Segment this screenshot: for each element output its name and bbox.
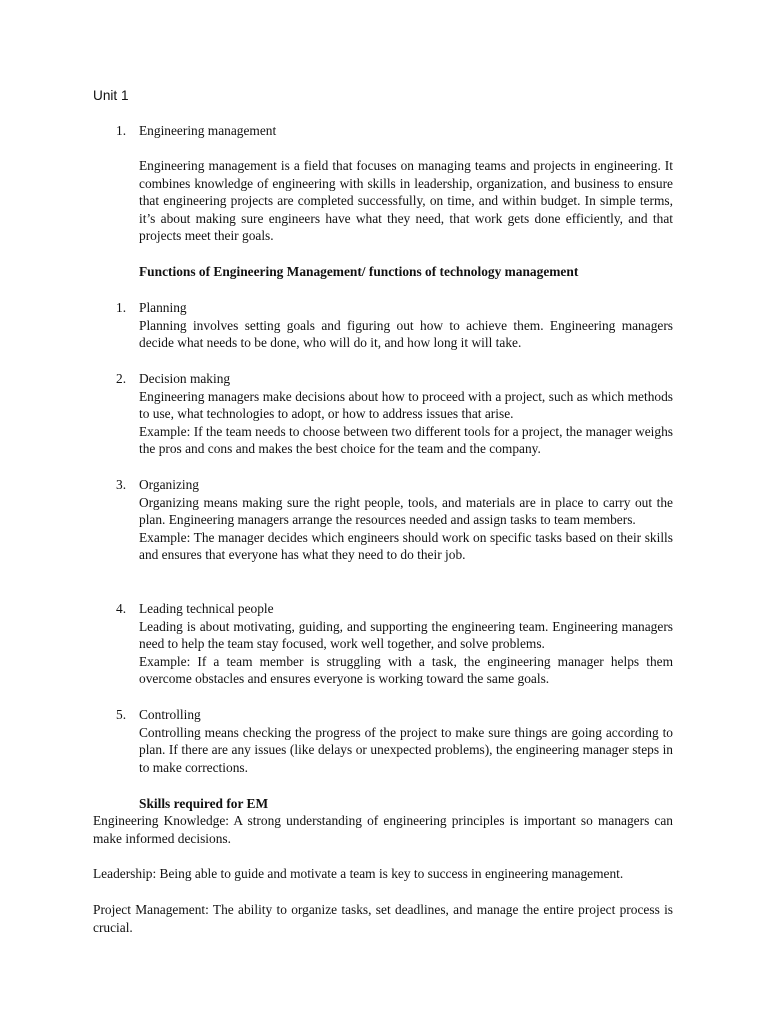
skills-heading: Skills required for EM bbox=[139, 796, 269, 811]
function-item-decision-making bbox=[139, 370, 673, 458]
function-title: Organizing bbox=[139, 477, 199, 492]
function-description: Organizing means making sure the right people, tools, and materials are in place to carry out the plan. Engineering managers arrange the resources needed and assign tasks to team members. bbox=[139, 494, 673, 528]
function-number: 1. bbox=[116, 300, 127, 315]
skill-item: Engineering Knowledge: A strong understanding of engineering principles is important so managers can make informed decisions. bbox=[93, 813, 673, 846]
function-description: Planning involves setting goals and figuring out how to achieve them. Engineering managers decide what needs to be done, who will do it, and how long it will take. bbox=[139, 317, 673, 351]
function-item-controlling bbox=[139, 706, 673, 776]
function-title: Controlling bbox=[139, 707, 201, 722]
function-title: Planning bbox=[139, 300, 187, 315]
function-item-leading bbox=[139, 600, 673, 688]
unit-title: Unit 1 bbox=[93, 88, 129, 103]
function-description: Engineering managers make decisions about how to proceed with a project, such as which methods to use, what technologies to adopt, or how to address issues that arise. bbox=[139, 388, 673, 422]
function-example: Example: If the team needs to choose between two different tools for a project, the manager weighs the pros and cons and makes the best choice for the team and the company. bbox=[139, 423, 673, 457]
function-title: Leading technical people bbox=[139, 601, 274, 616]
section-heading: Engineering management bbox=[139, 123, 277, 138]
function-description: Leading is about motivating, guiding, and supporting the engineering team. Engineering managers need to help the team stay focused, work well together, and solve problems. bbox=[139, 618, 673, 652]
function-example: Example: The manager decides which engineers should work on specific tasks based on their skills and ensures that everyone has what they need to do their job. bbox=[139, 529, 673, 563]
function-example: Example: If a team member is struggling with a task, the engineering manager helps them overcome obstacles and ensures everyone is working toward the same goals. bbox=[139, 653, 673, 687]
function-number: 3. bbox=[116, 477, 127, 492]
skill-item: Project Management: The ability to organize tasks, set deadlines, and manage the entire project process is crucial. bbox=[93, 902, 673, 935]
function-number: 2. bbox=[116, 371, 127, 386]
skill-item: Leadership: Being able to guide and motivate a team is key to success in engineering management. bbox=[93, 866, 624, 881]
function-item-planning bbox=[139, 299, 673, 352]
section-number: 1. bbox=[116, 123, 127, 138]
intro-paragraph: Engineering management is a field that focuses on managing teams and projects in engineering. It combines knowledge of engineering with skills in leadership, organization, and business to ensure that engineering projects are completed successfully, on time, and within budget. In simple terms, it’s about making sure engineers have what they need, that work gets done efficiently, and that projects meet their goals. bbox=[139, 158, 673, 244]
function-number: 4. bbox=[116, 601, 127, 616]
function-title: Decision making bbox=[139, 371, 231, 386]
functions-heading: Functions of Engineering Management/ functions of technology management bbox=[139, 264, 579, 279]
function-number: 5. bbox=[116, 707, 127, 722]
function-description: Controlling means checking the progress of the project to make sure things are going according to plan. If there are any issues (like delays or unexpected problems), the engineering manager steps in to make corrections. bbox=[139, 724, 673, 775]
function-item-organizing bbox=[139, 476, 673, 564]
